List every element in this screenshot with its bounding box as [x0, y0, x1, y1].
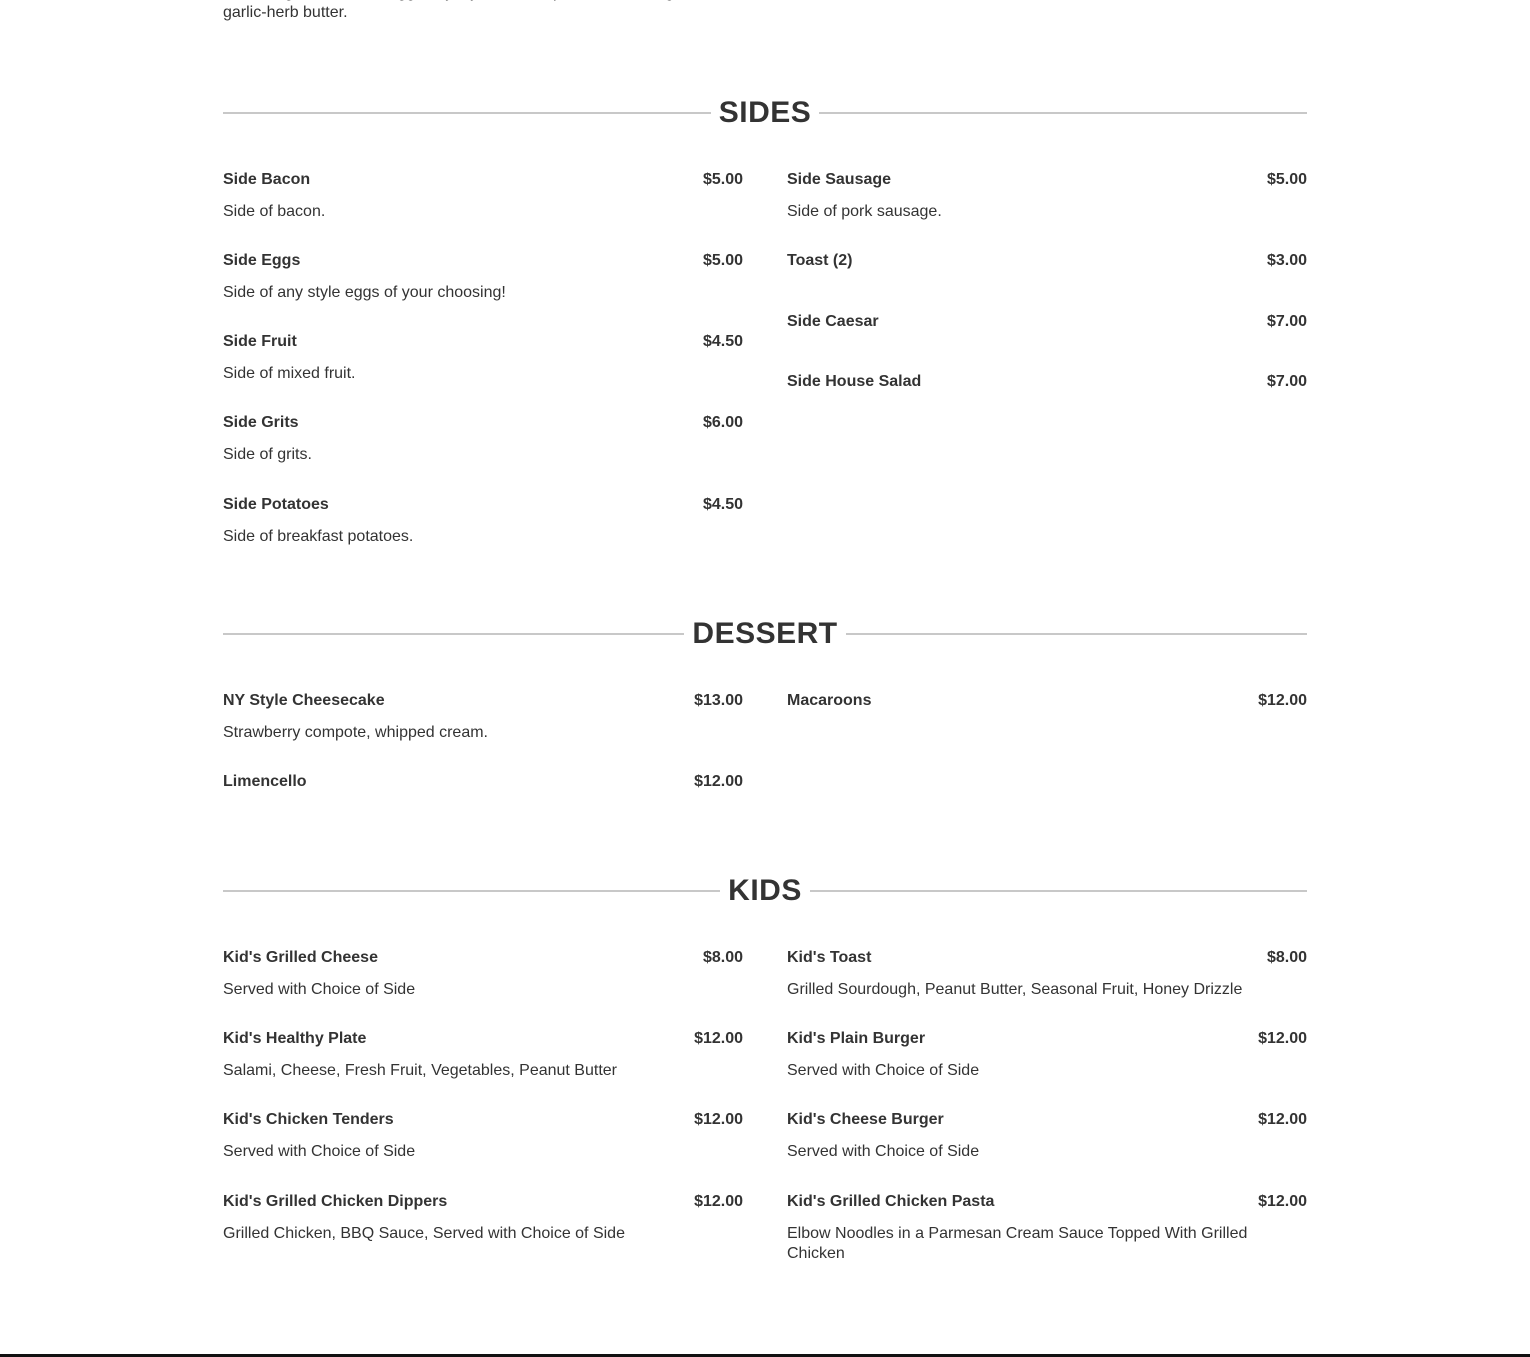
- item-name: Side House Salad: [787, 373, 922, 390]
- item-name: Kid's Plain Burger: [787, 1030, 926, 1047]
- item-price: $12.00: [1258, 1111, 1307, 1128]
- item-price: $12.00: [1258, 692, 1307, 709]
- item-description: Salami, Cheese, Fresh Fruit, Vegetables, Peanut Butter: [223, 1062, 617, 1079]
- item-price: $8.00: [1266, 949, 1307, 966]
- item-price: $12.00: [694, 773, 743, 790]
- section-header-sides: [223, 93, 1307, 133]
- menu-item[interactable]: [223, 332, 743, 384]
- item-name: Side Eggs: [223, 252, 301, 269]
- item-name: Kid's Chicken Tenders: [223, 1111, 394, 1128]
- menu-item[interactable]: [787, 251, 1307, 271]
- item-name: Side Potatoes: [223, 496, 329, 513]
- item-description: Served with Choice of Side: [787, 1062, 980, 1079]
- item-description: Side of bacon.: [223, 203, 326, 220]
- item-name: NY Style Cheesecake: [223, 692, 385, 709]
- item-price: $8.00: [702, 949, 743, 966]
- item-name: Side Grits: [223, 414, 299, 431]
- menu-item[interactable]: [223, 170, 743, 222]
- item-price: $12.00: [694, 1193, 743, 1210]
- item-description: Strawberry compote, whipped cream.: [223, 724, 488, 741]
- divider-line: [223, 633, 684, 635]
- previous-item-description: garlic-herb butter.: [223, 4, 348, 21]
- item-price: $12.00: [1258, 1030, 1307, 1047]
- item-price: $7.00: [1266, 373, 1307, 390]
- item-description: Grilled Chicken, BBQ Sauce, Served with Choice of Side: [223, 1225, 625, 1242]
- item-name: Side Caesar: [787, 313, 879, 330]
- item-price: $12.00: [694, 1111, 743, 1128]
- divider-line: [819, 112, 1307, 114]
- menu-item[interactable]: [787, 372, 1307, 392]
- section-title: KIDS: [728, 874, 802, 907]
- item-price: $5.00: [1266, 171, 1307, 188]
- item-name: Macaroons: [787, 692, 872, 709]
- menu-item[interactable]: [223, 251, 743, 303]
- item-description: Served with Choice of Side: [223, 981, 416, 998]
- divider-line: [223, 890, 720, 892]
- item-name: Side Sausage: [787, 171, 892, 188]
- section-header-dessert: [223, 614, 1307, 654]
- menu-item[interactable]: [787, 1192, 1307, 1264]
- item-price: $3.00: [1266, 252, 1307, 269]
- item-name: Kid's Grilled Chicken Pasta: [787, 1193, 995, 1210]
- menu-item[interactable]: [787, 691, 1307, 711]
- item-name: Kid's Toast: [787, 949, 872, 966]
- item-description: Side of any style eggs of your choosing!: [223, 284, 506, 301]
- item-price: $13.00: [694, 692, 743, 709]
- menu-item[interactable]: [223, 1110, 743, 1162]
- menu-item[interactable]: [223, 1029, 743, 1081]
- item-name: Kid's Cheese Burger: [787, 1111, 944, 1128]
- menu-item[interactable]: [223, 948, 743, 1000]
- menu-item[interactable]: [787, 170, 1307, 222]
- item-price: $7.00: [1266, 313, 1307, 330]
- item-name: Side Bacon: [223, 171, 311, 188]
- menu-item[interactable]: [223, 1192, 743, 1244]
- divider-line: [810, 890, 1307, 892]
- menu-item[interactable]: [787, 1029, 1307, 1081]
- item-price: $4.50: [702, 496, 743, 513]
- menu-item[interactable]: [223, 413, 743, 465]
- item-name: Kid's Grilled Chicken Dippers: [223, 1193, 448, 1210]
- menu-item[interactable]: [223, 691, 743, 743]
- section-title: DESSERT: [692, 617, 838, 650]
- item-name: Toast (2): [787, 252, 853, 269]
- menu-item[interactable]: [787, 1110, 1307, 1162]
- item-description: Grilled Sourdough, Peanut Butter, Seasonal Fruit, Honey Drizzle: [787, 981, 1243, 998]
- item-price: $12.00: [1258, 1193, 1307, 1210]
- item-price: $5.00: [702, 171, 743, 188]
- divider-line: [223, 112, 711, 114]
- item-price: $5.00: [702, 252, 743, 269]
- item-description: Side of pork sausage.: [787, 203, 942, 220]
- item-description: Side of grits.: [223, 446, 312, 463]
- section-title: SIDES: [718, 96, 812, 129]
- menu-item[interactable]: [787, 948, 1307, 1000]
- item-name: Kid's Grilled Cheese: [223, 949, 378, 966]
- menu-item[interactable]: [787, 312, 1307, 332]
- item-description: Served with Choice of Side: [787, 1143, 980, 1160]
- divider-line: [846, 633, 1307, 635]
- item-price: $4.50: [702, 333, 743, 350]
- item-name: Side Fruit: [223, 333, 297, 350]
- item-price: $12.00: [694, 1030, 743, 1047]
- item-name: Limencello: [223, 773, 307, 790]
- menu-item[interactable]: [223, 495, 743, 547]
- item-description: Side of mixed fruit.: [223, 365, 356, 382]
- item-name: Kid's Healthy Plate: [223, 1030, 367, 1047]
- section-header-kids: [223, 871, 1307, 911]
- item-description: Served with Choice of Side: [223, 1143, 416, 1160]
- menu-item[interactable]: [223, 772, 743, 792]
- item-price: $6.00: [702, 414, 743, 431]
- item-description: Side of breakfast potatoes.: [223, 528, 414, 545]
- item-description: Elbow Noodles in a Parmesan Cream Sauce Topped With Grilled Chicken: [787, 1225, 1248, 1262]
